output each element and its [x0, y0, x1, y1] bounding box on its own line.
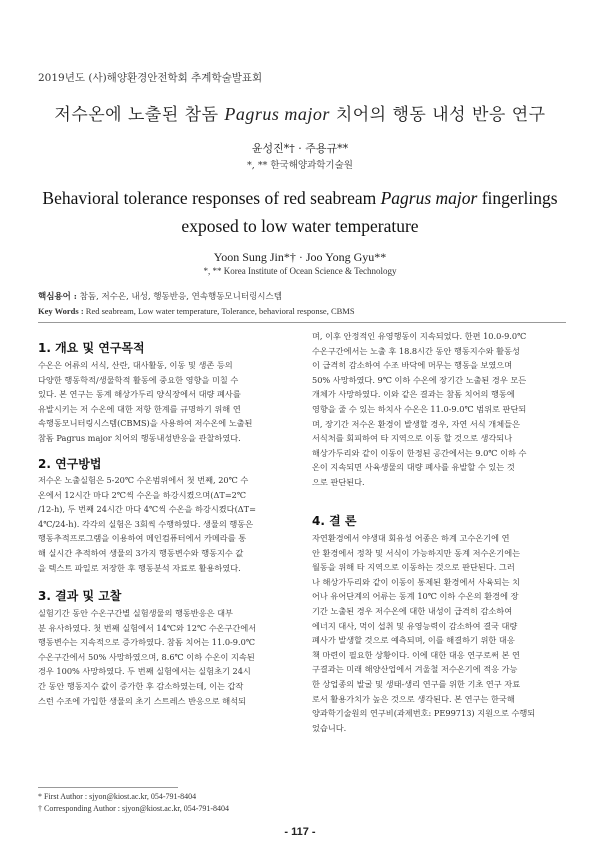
- footnote-corresponding-author: † Corresponding Author : sjyon@kiost.ac.kr, 054-791-8404: [38, 804, 230, 813]
- affiliation-korean: *, ** 한국해양과학기술원: [247, 160, 353, 171]
- title-korean: [0, 100, 600, 125]
- footnote-first-author: * First Author : sjyon@kiost.ac.kr, 054-791-8404: [38, 792, 197, 801]
- section-body-overview: 수온은 어류의 서식, 산란, 대사활동, 이동 및 생존 등의 다양한 행동학적/생물학적 활동에 중요한 영향을 미칠 수 있다. 본 연구는 동계 해상가두리 양식장에서 대량 폐사를 유발시키는 저 수온에 대한 저항 한계를 규명하기 위해 연 속행동모니터링시스템(CBMS)을 사용하여 저수온에 노출된 참돔 Pagrus major 치어의 행동내성반응을 관찰하였다.: [38, 360, 253, 443]
- title-en-before: Behavioral tolerance responses of red seabream: [42, 188, 381, 208]
- section-heading-overview: 1. 개요 및 연구목적: [38, 341, 145, 355]
- header-divider: [38, 322, 566, 323]
- keywords-en-text: Red seabream, Low water temperature, Tolerance, behavioral response, CBMS: [83, 306, 355, 316]
- title-english: [30, 184, 570, 240]
- title-ko-species: Pagrus major: [224, 104, 330, 124]
- affiliation-english: *, ** Korea Institute of Ocean Science & Technology: [203, 266, 397, 276]
- title-ko-before: 저수온에 노출된 참돔: [54, 105, 225, 125]
- section-body-results-continued: 며, 이후 안정적인 유영행동이 지속되었다. 한편 10.0-9.0℃ 수온구간에서는 노출 후 18.8시간 동안 행동지수와 활동성 이 급격히 감소하여 수조 바닥에 머무는 행동을 보였으며 50% 사망하였다. 9℃ 이하 수온에 장기간 노출된 경우 모든 개체가 사망하였다. 이와 같은 결과는 참돔 치어의 행동에 영향을 줄 수 있는 하치사 수온은 11.0-9.0℃ 범위로 판단되 며, 장기간 저수온 환경이 발생할 경우, 자연 서식 개체들은 서식처를 회피하여 타 지역으로 이동 할 것으로 생각되나 해상가두리와 같이 이동이 한정된 공간에서는 9.0℃ 이하 수 온이 지속되면 사육생물의 대량 폐사를 유발할 수 있는 것 으로 판단된다.: [312, 331, 527, 487]
- section-body-methods: 저수온 노출실험은 5-20℃ 수온범위에서 첫 번째, 20℃ 수 온에서 12시간 마다 2℃씩 수온을 하강시켰으며(ΔT=2℃ /12-h), 두 번째 24시간 마다 4℃씩 수온을 하강시켰다(ΔT= 4℃/24-h). 각각의 실험은 3회씩 수행하였다. 생물의 행동은 행동추적프로그램을 이용하여 메인컴퓨터에서 카메라를 통 해 실시간 추적하여 생물의 3가지 행동변수와 행동지수 값 을 텍스트 파일로 저장한 후 행동분석 자료로 활용하였다.: [38, 475, 256, 573]
- section-body-conclusion: 자연환경에서 야생대 회유성 어종은 하계 고수온기에 연 안 환경에서 정착 및 서식이 가능하지만 동계 저수온기에는 월동을 위해 타 지역으로 이동하는 것으로 판단된다. 그러 나 해상가두리와 같이 이동이 통제된 환경에서 사육되는 치 어나 유어단계의 어류는 동계 10℃ 이하 수온의 환경에 장 기간 노출된 경우 저수온에 대한 내성이 급격히 감소하여 에너지 대사, 먹이 섭취 및 유영능력이 감소하여 결국 대량 폐사가 발생할 것으로 예측되며, 이를 해결하기 위한 대응 책 마련이 필요한 상황이다. 이에 대한 대응 연구로써 본 연 구결과는 미래 해양산업에서 겨울철 저수온기에 적응 가능 한 상업종의 발굴 및 생태-생리 연구를 위한 기초 연구 자료 로서 활용가치가 높은 것으로 생각된다. 본 연구는 한국해 양과학기술원의 연구비(과제번호: PE99713) 지원으로 수행되 었습니다.: [312, 533, 536, 733]
- title-ko-after: 치어의 행동 내성 반응 연구: [329, 105, 546, 125]
- keywords-ko-text: 참돔, 저수온, 내성, 행동반응, 연속행동모니터링시스템: [76, 292, 282, 302]
- section-body-results: 실험기간 동안 수온구간별 실험생물의 행동반응은 대부 분 유사하였다. 첫 번째 실험에서 14℃와 12℃ 수온구간에서 행동변수는 지속적으로 증가하였다. 참돔 치어는 11.0-9.0℃ 수온구간에서 50% 사망하였으며, 8.6℃ 이하 수온이 지속된 경우 100% 사망하였다. 두 번째 실험에서는 실험초기 24시 간 동안 행동지수 값이 증가한 후 감소하였는데, 이는 갑작 스런 수조에 가입한 생물의 초기 스트레스 반응으로 해석되: [38, 608, 257, 706]
- title-en-species: Pagrus major: [380, 188, 478, 208]
- section-heading-conclusion: 4. 결 론: [312, 514, 357, 528]
- conference-header: 2019년도 (사)해양환경안전학회 추계학술발표회: [38, 72, 263, 84]
- footnote-divider: [38, 787, 178, 788]
- keywords-en-label: Key Words :: [38, 306, 84, 316]
- section-heading-results: 3. 결과 및 고찰: [38, 589, 122, 603]
- title-en-after: fingerlings exposed to low water temperature: [181, 188, 558, 236]
- authors-english: Yoon Sung Jin*† · Joo Yong Gyu**: [213, 250, 387, 264]
- keywords-english: [38, 306, 568, 316]
- authors-korean: 윤성진*† · 주용규**: [251, 142, 349, 155]
- page-number: - 117 -: [284, 826, 316, 838]
- keywords-ko-label: 핵심용어 :: [38, 292, 77, 302]
- section-heading-methods: 2. 연구방법: [38, 457, 102, 471]
- keywords-korean: [38, 290, 568, 302]
